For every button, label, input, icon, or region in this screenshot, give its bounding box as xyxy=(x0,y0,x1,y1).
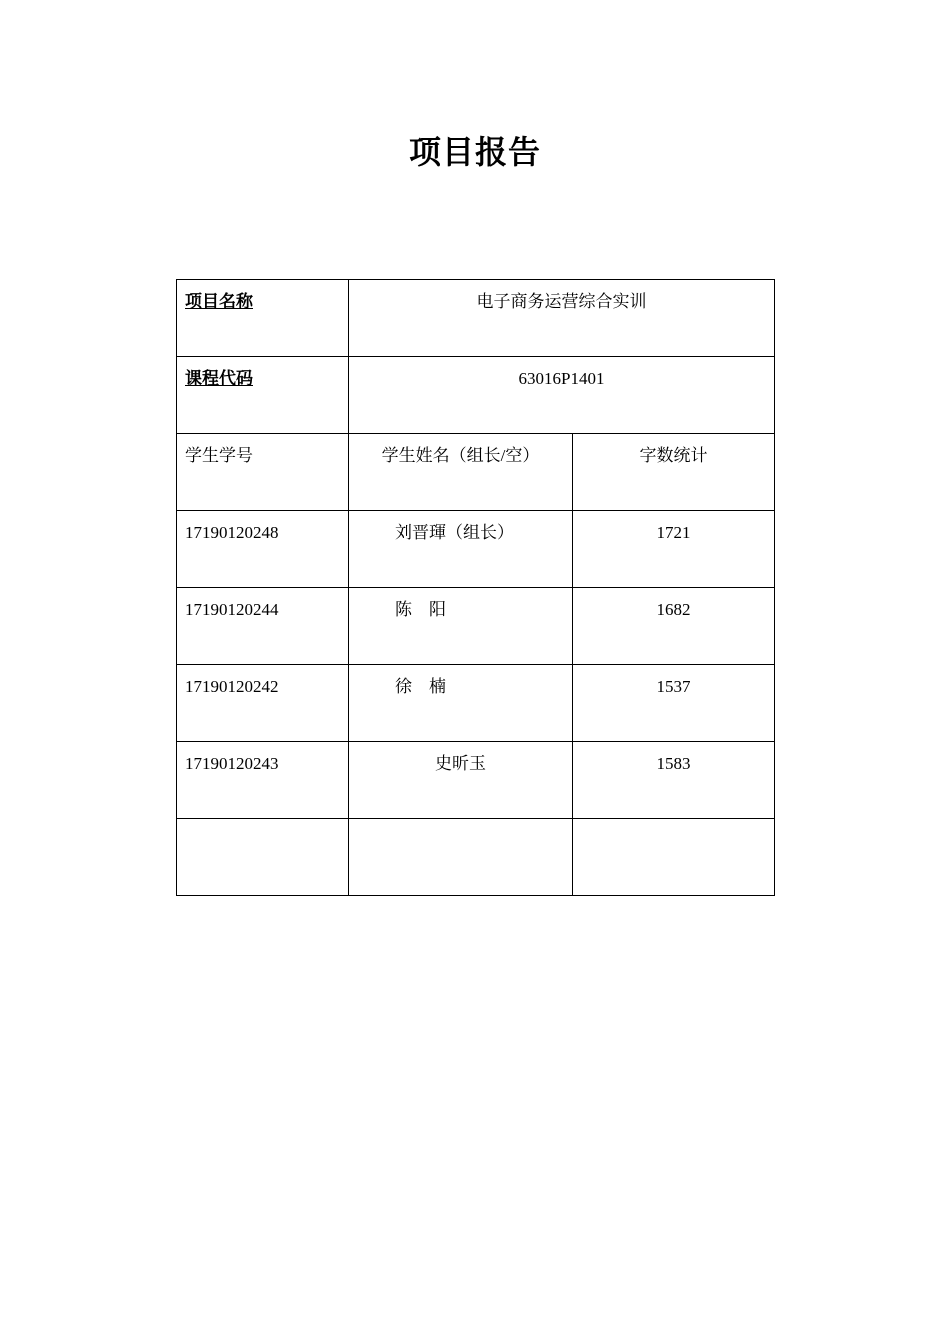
student-id-cell: 17190120243 xyxy=(177,742,349,819)
project-name-label: 项目名称 xyxy=(185,292,253,312)
project-name-label-cell xyxy=(177,280,349,357)
word-count-cell: 1583 xyxy=(573,742,775,819)
course-code-row xyxy=(177,357,775,434)
student-id-cell: 17190120244 xyxy=(177,588,349,665)
page-title: 项目报告 xyxy=(408,133,541,171)
student-id-cell: 17190120248 xyxy=(177,511,349,588)
course-code-label-cell xyxy=(177,357,349,434)
header-row xyxy=(177,434,775,511)
student-name-cell: 徐 楠 xyxy=(349,665,573,742)
course-code-value: 63016P1401 xyxy=(349,357,775,434)
table-row xyxy=(177,588,775,665)
student-name-cell xyxy=(349,819,573,896)
project-name-value: 电子商务运营综合实训 xyxy=(349,280,775,357)
table-row xyxy=(177,511,775,588)
student-name-cell: 陈 阳 xyxy=(349,588,573,665)
student-id-cell: 17190120242 xyxy=(177,665,349,742)
student-name-cell: 史昕玉 xyxy=(349,742,573,819)
word-count-cell: 1721 xyxy=(573,511,775,588)
table-row-empty xyxy=(177,819,775,896)
word-count-cell: 1682 xyxy=(573,588,775,665)
student-id-cell xyxy=(177,819,349,896)
table-row xyxy=(177,665,775,742)
project-name-row xyxy=(177,280,775,357)
report-table xyxy=(176,279,775,896)
course-code-label: 课程代码 xyxy=(185,369,253,389)
header-word-count: 字数统计 xyxy=(573,434,775,511)
word-count-cell: 1537 xyxy=(573,665,775,742)
word-count-cell xyxy=(573,819,775,896)
header-student-id: 学生学号 xyxy=(177,434,349,511)
header-student-name: 学生姓名（组长/空） xyxy=(349,434,573,511)
student-name-cell: 刘晋琿（组长） xyxy=(349,511,573,588)
table-row xyxy=(177,742,775,819)
